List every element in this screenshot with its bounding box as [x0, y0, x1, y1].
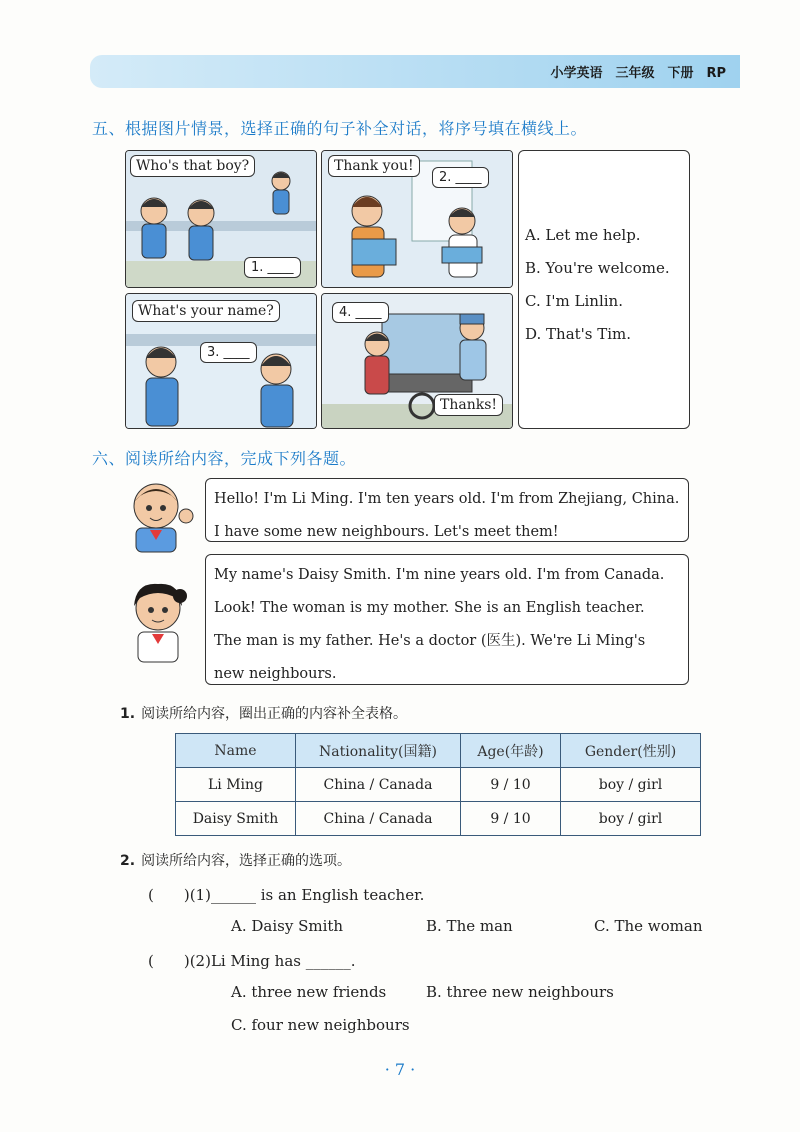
passage1-line-1: Hello! I'm Li Ming. I'm ten years old. I'm from Zhejiang, China.	[214, 491, 680, 507]
cell-age[interactable]: 9 / 10	[461, 802, 561, 836]
question-2-text: 阅读所给内容，选择正确的选项。	[141, 853, 352, 869]
passage-daisy	[205, 554, 689, 685]
mc1-option-a: A. Daisy Smith	[231, 917, 344, 935]
header-age: Age(年龄)	[461, 734, 561, 768]
li-ming-avatar	[122, 476, 200, 554]
option-d: D. That's Tim.	[525, 325, 632, 343]
info-table	[175, 733, 701, 836]
comic-panel-3	[125, 293, 317, 429]
section5-title: 五、根据图片情景，选择正确的句子补全对话，将序号填在横线上。	[92, 119, 588, 138]
table-header-row	[176, 734, 701, 768]
mc2-option-b: B. three new neighbours	[426, 983, 614, 1001]
mc1-option-b: B. The man	[426, 917, 513, 935]
speech-bubble-3: What's your name?	[132, 300, 280, 322]
passage2-line-2: Look! The woman is my mother. She is an English teacher.	[214, 600, 645, 616]
cell-name: Daisy Smith	[176, 802, 296, 836]
options-box	[518, 150, 690, 429]
cell-nationality[interactable]: China / Canada	[296, 768, 461, 802]
page-number: · 7 ·	[384, 1060, 416, 1079]
option-c: C. I'm Linlin.	[525, 292, 623, 310]
section6-title: 六、阅读所给内容，完成下列各题。	[92, 449, 357, 468]
speech-bubble-1: Who's that boy?	[130, 155, 255, 177]
question-1-text: 阅读所给内容，圈出正确的内容补全表格。	[141, 706, 408, 722]
comic-panel-2	[321, 150, 513, 288]
passage1-line-2: I have some new neighbours. Let's meet them!	[214, 524, 559, 540]
question-2	[120, 850, 351, 870]
passage-li-ming	[205, 478, 689, 542]
mc2-stem[interactable]: ( )(2)Li Ming has ______.	[148, 952, 356, 970]
question-1	[120, 703, 407, 723]
table-row	[176, 802, 701, 836]
mc1-option-c: C. The woman	[594, 917, 703, 935]
table-row	[176, 768, 701, 802]
answer-blank-2[interactable]: 2. ____	[432, 167, 489, 188]
cell-name: Li Ming	[176, 768, 296, 802]
option-a: A. Let me help.	[525, 226, 641, 244]
header-nationality: Nationality(国籍)	[296, 734, 461, 768]
mc2-option-a: A. three new friends	[231, 983, 387, 1001]
question-1-number: 1.	[120, 706, 136, 722]
mc1-stem[interactable]: ( )(1)______ is an English teacher.	[148, 886, 425, 904]
cell-nationality[interactable]: China / Canada	[296, 802, 461, 836]
question-2-number: 2.	[120, 853, 136, 869]
option-b: B. You're welcome.	[525, 259, 670, 277]
daisy-avatar	[122, 576, 200, 666]
header-gender: Gender(性别)	[561, 734, 701, 768]
header-name: Name	[176, 734, 296, 768]
header-banner	[90, 55, 740, 88]
book-label: 小学英语 三年级 下册 RP	[550, 66, 726, 81]
passage2-line-1: My name's Daisy Smith. I'm nine years old. I'm from Canada.	[214, 567, 665, 583]
passage2-line-3: The man is my father. He's a doctor (医生). We're Li Ming's	[214, 633, 646, 649]
cell-age[interactable]: 9 / 10	[461, 768, 561, 802]
speech-bubble-4: Thanks!	[434, 394, 503, 416]
comic-panel-1	[125, 150, 317, 288]
mc2-option-c: C. four new neighbours	[231, 1016, 410, 1034]
cell-gender[interactable]: boy / girl	[561, 768, 701, 802]
comic-panel-4	[321, 293, 513, 429]
answer-blank-3[interactable]: 3. ____	[200, 342, 257, 363]
answer-blank-1[interactable]: 1. ____	[244, 257, 301, 278]
passage2-line-4: new neighbours.	[214, 666, 337, 682]
cell-gender[interactable]: boy / girl	[561, 802, 701, 836]
speech-bubble-2: Thank you!	[328, 155, 420, 177]
answer-blank-4[interactable]: 4. ____	[332, 302, 389, 323]
